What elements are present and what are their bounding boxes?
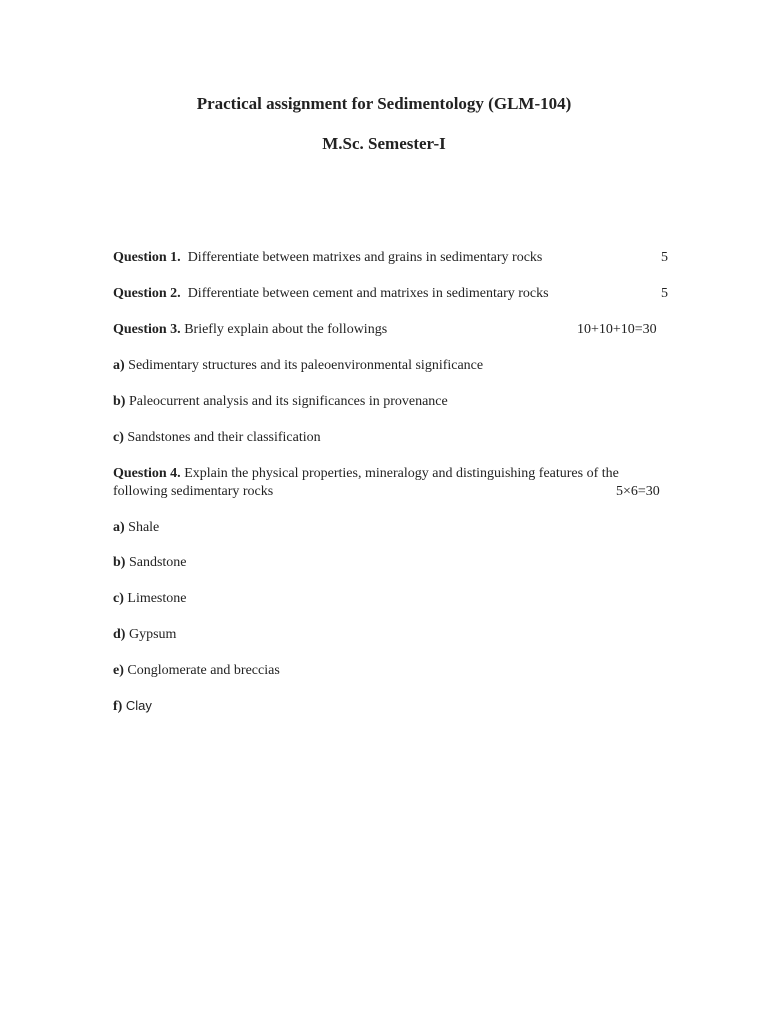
question-2 (113, 285, 549, 303)
item-label: b) (113, 555, 126, 570)
question-3-text: Briefly explain about the followings (184, 322, 388, 337)
item-text: Sedimentary structures and its paleoenvironmental significance (128, 358, 484, 373)
item-label: a) (113, 520, 125, 535)
question-2-marks: 5 (661, 286, 668, 301)
question-3-item-c (113, 429, 321, 447)
question-2-text: Differentiate between cement and matrixes in sedimentary rocks (187, 286, 549, 301)
question-4-marks: 5×6=30 (616, 484, 660, 499)
question-1-label: Question 1. (113, 250, 181, 265)
question-4-item-b (113, 554, 187, 572)
item-text: Sandstone (128, 555, 187, 570)
item-label: b) (113, 394, 126, 409)
question-3-item-a (113, 357, 483, 375)
question-1-marks: 5 (661, 250, 668, 265)
item-text: Shale (128, 520, 160, 535)
item-text: Conglomerate and breccias (127, 663, 280, 678)
item-label: a) (113, 358, 125, 373)
question-4-text-line2: following sedimentary rocks (113, 484, 274, 499)
question-1 (113, 249, 542, 267)
question-4-item-f (113, 697, 152, 716)
item-text: Paleocurrent analysis and its significances in provenance (128, 394, 448, 409)
question-2-label: Question 2. (113, 286, 181, 301)
item-text: Gypsum (128, 627, 177, 642)
question-4 (113, 465, 619, 483)
question-4-item-e (113, 662, 280, 680)
question-4-item-c (113, 590, 187, 608)
document-subtitle: M.Sc. Semester-I (322, 134, 446, 153)
question-4-label: Question 4. (113, 466, 181, 481)
question-4-text-line1: Explain the physical properties, mineralogy and distinguishing features of the (184, 466, 619, 481)
question-1-text: Differentiate between matrixes and grains in sedimentary rocks (187, 250, 543, 265)
question-4-item-a (113, 519, 159, 537)
item-label: c) (113, 591, 124, 606)
item-text: Limestone (127, 591, 187, 606)
item-label: f) (113, 699, 123, 714)
document-title: Practical assignment for Sedimentology (GLM-104) (196, 94, 572, 113)
item-label: e) (113, 663, 124, 678)
question-3-item-b (113, 393, 448, 411)
item-label: c) (113, 430, 124, 445)
question-3-label: Question 3. (113, 322, 181, 337)
item-text: Clay (125, 698, 152, 713)
question-3 (113, 321, 387, 339)
question-3-marks: 10+10+10=30 (577, 322, 657, 337)
item-text: Sandstones and their classification (127, 430, 321, 445)
item-label: d) (113, 627, 126, 642)
question-4-item-d (113, 626, 176, 644)
